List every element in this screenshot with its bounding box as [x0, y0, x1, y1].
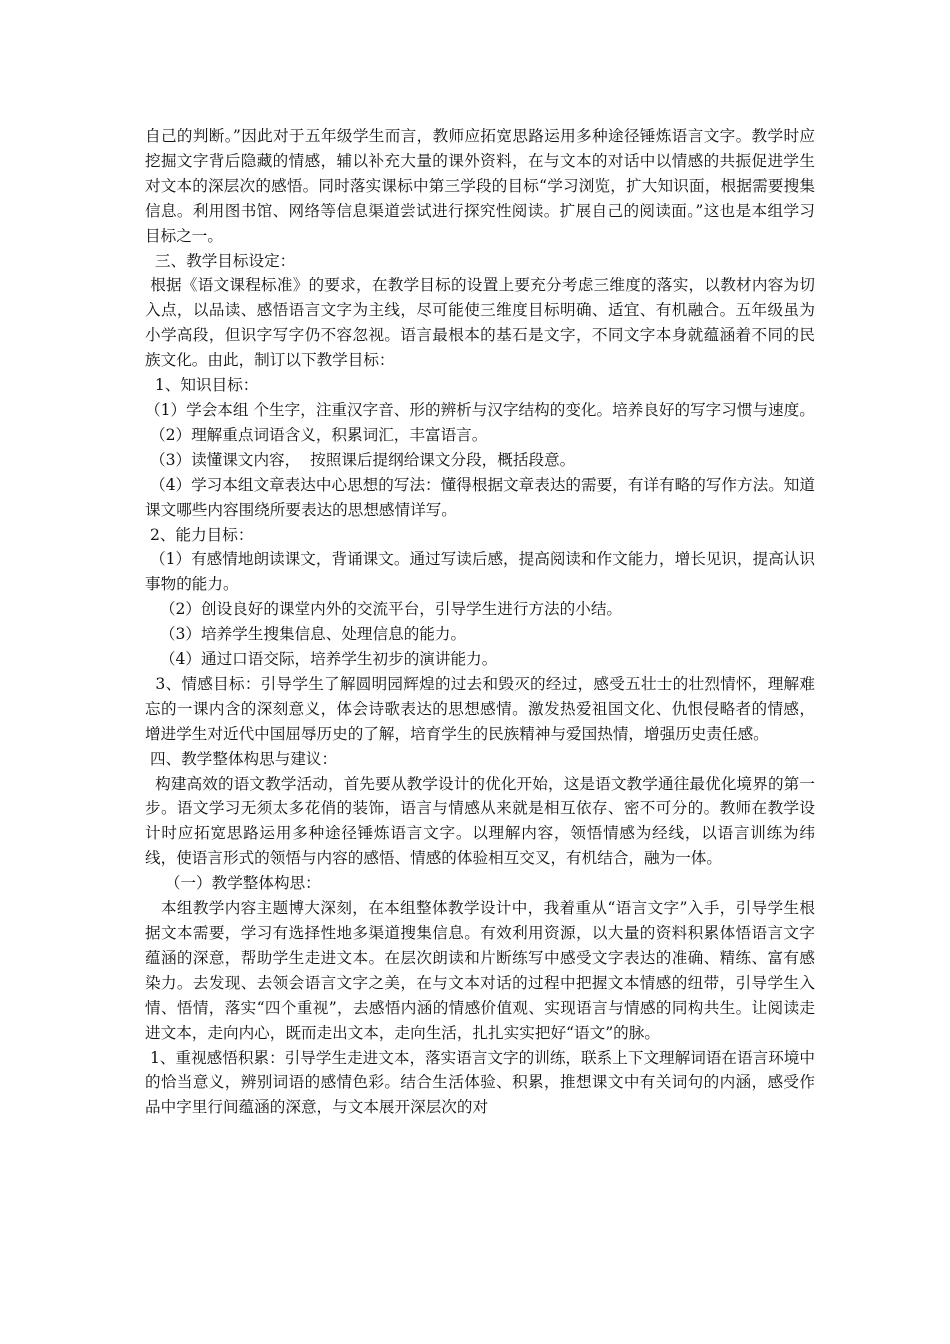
document-body: [145, 124, 815, 1120]
knowledge-goal-2: （2）理解重点词语含义，积累词汇，丰富语言。: [145, 425, 488, 444]
subheading-ability-goals: 2、能力目标：: [145, 525, 254, 544]
paragraph-overall-concept: 本组教学内容主题博大深刻，在本组整体教学设计中，我着重从“语言文字”入手，引导学生根据文本需要，学习有选择性地多渠道搜集信息。有效利用资源，以大量的资料积累体悟语言文字蕴涵的深意，帮助学生走进文本。在层次朗读和片断练写中感受文字表达的准确、精练、富有感染力。去发现、去领会语言文字之美，在与文本对话的过程中把握文本情感的纽带，引导学生入情、悟情，落实“四个重视”，去感悟内涵的情感价值观、实现语言与情感的同构共生。让阅读走进文本，走向内心，既而走出文本，走向生活，扎扎实实把好“语文”的脉。: [145, 899, 816, 1042]
knowledge-goal-3: （3）读懂课文内容， 按照课后提纲给课文分段，概括段意。: [145, 450, 576, 469]
section-heading-overall-design: 四、教学整体构思与建议：: [145, 749, 338, 768]
subheading-overall-concept: （一）教学整体构思：: [145, 874, 321, 893]
knowledge-goal-4: （4）学习本组文章表达中心思想的写法：懂得根据文章表达的需要，有详有略的写作方法。知道课文哪些内容围绕所要表达的思想感情详写。: [145, 475, 815, 519]
ability-goal-3: （3）培养学生搜集信息、处理信息的能力。: [145, 625, 467, 644]
ability-goal-4: （4）通过口语交际，培养学生初步的演讲能力。: [145, 650, 498, 669]
ability-goal-1: （1）有感情地朗读课文，背诵课文。通过写读后感，提高阅读和作文能力，增长见识，提高认识事物的能力。: [145, 550, 815, 594]
paragraph-goals-intro: 根据《语文课程标准》的要求，在教学目标的设置上要充分考虑三维度的落实，以教材内容为切入点，以品读、感悟语言文字为主线，尽可能使三维度目标明确、适宜、有机融合。五年级虽为小学高段，但识字写字仍不容忽视。语言最根本的基石是文字，不同文字本身就蕴涵着不同的民族文化。由此，制订以下教学目标：: [145, 276, 815, 370]
paragraph-1: 自己的判断。”因此对于五年级学生而言，教师应拓宽思路运用多种途径锤炼语言文字。教学时应挖掘文字背后隐藏的情感，辅以补充大量的课外资料，在与文本的对话中以情感的共振促进学生对文本的深层次的感悟。同时落实课标中第三学段的目标“学习浏览，扩大知识面，根据需要搜集信息。利用图书馆、网络等信息渠道尝试进行探究性阅读。扩展自己的阅读面。”这也是本组学习目标之一。: [145, 127, 815, 245]
paragraph-emphasis-accumulation: 1、重视感悟积累：引导学生走进文本，落实语言文字的训练，联系上下文理解词语在语言环境中的恰当意义，辨别词语的感情色彩。结合生活体验、积累，推想课文中有关词句的内涵，感受作品中字里行间蕴涵的深意，与文本展开深层次的对: [145, 1048, 815, 1117]
subheading-knowledge-goals: 1、知识目标：: [145, 376, 259, 395]
knowledge-goal-1: （1）学会本组 个生字，注重汉字音、形的辨析与汉字结构的变化。培养良好的写字习惯与速度。: [145, 400, 815, 419]
ability-goal-2: （2）创设良好的课堂内外的交流平台，引导学生进行方法的小结。: [145, 600, 623, 619]
section-heading-teaching-goals: 三、教学目标设定：: [145, 251, 296, 270]
paragraph-design-intro: 构建高效的语文教学活动，首先要从教学设计的优化开始，这是语文教学通往最优化境界的第一步。语文学习无须太多花俏的装饰，语言与情感从来就是相互依存、密不可分的。教师在教学设计时应拓宽思路运用多种途径锤炼语言文字。以理解内容，领悟情感为经线，以语言训练为纬线，使语言形式的领悟与内容的感悟、情感的体验相互交叉，有机结合，融为一体。: [145, 774, 815, 868]
emotion-goals: 3、情感目标：引导学生了解圆明园辉煌的过去和毁灭的经过，感受五壮士的壮烈情怀，理解难忘的一课内含的深刻意义，体会诗歌表达的思想感情。激发热爱祖国文化、仇恨侵略者的情感，增进学生对近代中国屈辱历史的了解，培育学生的民族精神与爱国热情，增强历史责任感。: [145, 674, 815, 743]
